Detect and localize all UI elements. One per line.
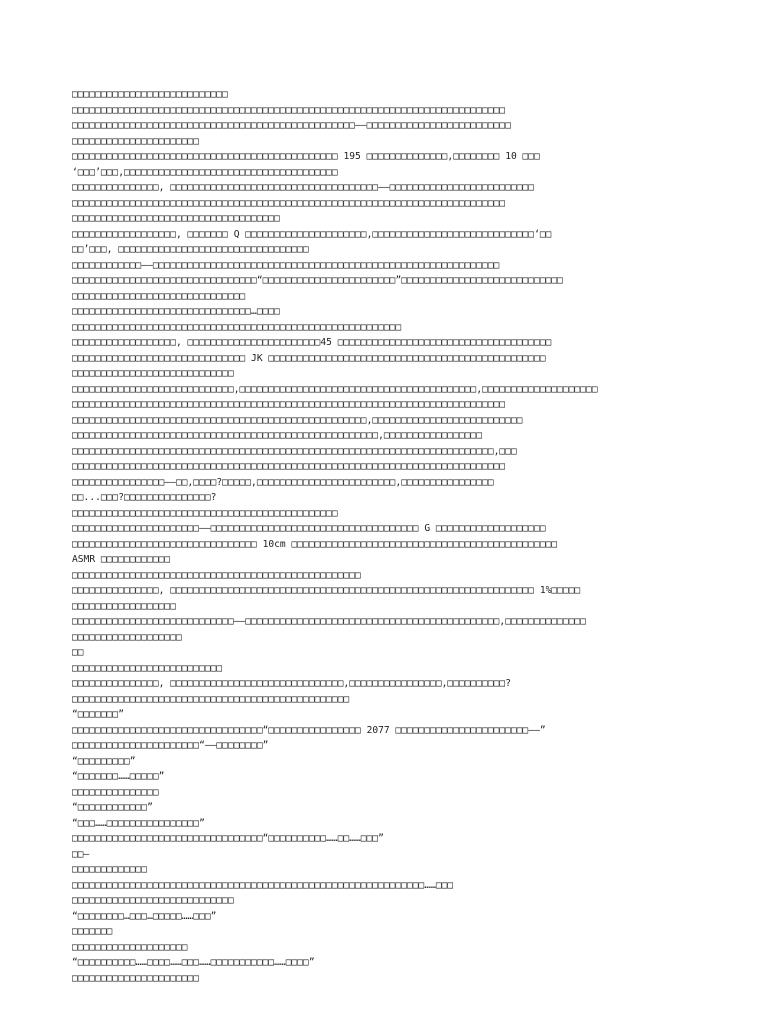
text-line: □□...□□□?□□□□□□□□□□□□□□□?: [72, 492, 217, 503]
text-line: □□□□□□□□□□□□□□□□□□, □□□□□□□ Q □□□□□□□□□□□□□□□□□□□□□,□□□□□□□□□□□□□□□□□□□□□□□□□□□□‘□□: [72, 228, 552, 240]
text-line: □□□□□□□□□□□□□□□□□□□□□□□□□□□□□□□□□□□□□□□□□□□□□□□□□□□□□□□□□□□□□□□□□□□□□□□□□□□: [72, 399, 506, 410]
text-line: □□□□□□□□□□□□□□□□□□□□□□□□□□: [72, 662, 223, 674]
text-line: □□□□□□□□□□□□□□□□□□□□□□□□□□□□□□□□□□□□□□□□□□□□□□□□□□□□□,□□□□□□□□□□□□□□□□□: [72, 430, 483, 441]
text-line: □□□□□□□: [72, 926, 113, 937]
text-line: □□□□□□□□□□□□□□□□□□□□□□□□□□□□: [72, 368, 234, 379]
text-line: □□□□□□□□□□□□□□□□□□□□□□□□□□□□——□□□□□□□□□□□□□□□□□□□□□□□□□□□□□□□□□□□□□□□□□□□□,□□□□□□□□□□□□□□: [72, 616, 587, 627]
text-line: □□□□□□□□□□□□□□□□□□□□□□: [72, 972, 200, 984]
text-line: □□□□□□□□□□□□□□□□□□□□□□□□□□□□□□□□□□□□□□□□□□□□□□□□: [72, 693, 350, 705]
text-line: □□□□□□□□□□□□□□□□□□□□□□□□□□□□□□: [72, 290, 246, 302]
text-line: □□’□□□, □□□□□□□□□□□□□□□□□□□□□□□□□□□□□□□□□: [72, 244, 309, 255]
text-line: □□□□□□□□□□□□□□□□□□: [72, 600, 176, 612]
text-line: “□□□□□□□□□”: [72, 755, 136, 767]
text-line: ‘□□□’□□□,□□□□□□□□□□□□□□□□□□□□□□□□□□□□□□□□□□□□□: [72, 166, 338, 178]
text-line: □□□□□□□□□□□□□□□□□□□□□□□□□□□□□□□□□□□□□□□□□□□□□□□□□□□□□□□□□□□□□□□□□□□□□□□□□□□: [72, 104, 506, 116]
text-line: □□□□□□□□□□□□□□□□□□□□□□□□□□□□□□□□□□□□□□□□□□□□□□□□□——□□□□□□□□□□□□□□□□□□□□□□□□□: [72, 120, 511, 131]
text-line: □□□□□□□□□□□□□□□□——□□,□□□□?□□□□□,□□□□□□□□□□□□□□□□□□□□□□□□,□□□□□□□□□□□□□□□□: [72, 476, 494, 488]
text-line: “□□□□□□□□□□……□□□□……□□□……□□□□□□□□□□□……□□□□”: [72, 957, 315, 968]
text-line: □□□□□□□□□□□□□: [72, 864, 148, 875]
text-line: □□: [72, 647, 84, 658]
text-line: “□□□□□□□”: [72, 709, 124, 720]
text-line: □□□□□□□□□□□□□□□, □□□□□□□□□□□□□□□□□□□□□□□□□□□□□□□□□□□□□□□□□□□□□□□□□□□□□□□□□□□□□□□ 1%□□□□□: [72, 585, 581, 596]
text-line: □□□□□□□□□□□□□□□□□□□: [72, 631, 182, 643]
text-line: □□□□□□□□□□□□□□□, □□□□□□□□□□□□□□□□□□□□□□□□□□□□□□,□□□□□□□□□□□□□□□□,□□□□□□□□□□?: [72, 678, 511, 689]
text-line: □□□□□□□□□□□□□□□□□□□□□□□□□□□□□□□□□□□□□□□□□□□□□□□□□□□□□□□□□: [72, 321, 402, 333]
text-line: □□□□□□□□□□□□□□□□□□□□□□□□□□□□□□□…□□□□: [72, 306, 280, 317]
text-line: □□□□□□□□□□□□□□□□□□□□□□□□□□□□□□□□□□□□□□□□□□□□□□ 195 □□□□□□□□□□□□□□,□□□□□□□□ 10 □□□: [72, 151, 540, 162]
text-line: “□□□……□□□□□□□□□□□□□□□□”: [72, 817, 205, 829]
text-line: □□□□□□□□□□□□□□□□□□□□□□□□□□□□: [72, 895, 234, 906]
text-line: ASMR □□□□□□□□□□□□: [72, 554, 171, 565]
text-line: □□□□□□□□□□□□□□□□□□□□□□——□□□□□□□□□□□□□□□□□□□□□□□□□□□□□□□□□□□□ G □□□□□□□□□□□□□□□□□□□: [72, 523, 546, 534]
text-line: □□□□□□□□□□□□□□□□□□□□□□: [72, 135, 200, 147]
text-line: □□□□□□□□□□□□□□□□□□□□□□□□□□□□□□□□“□□□□□□□□□□□□□□□□□□□□□□□”□□□□□□□□□□□□□□□□□□□□□□□□□□□□: [72, 275, 563, 286]
text-line: □□□□□□□□□□□□□□□, □□□□□□□□□□□□□□□□□□□□□□□□□□□□□□□□□□□□——□□□□□□□□□□□□□□□□□□□□□□□□□: [72, 182, 535, 193]
text-line: □□□□□□□□□□□□□□□□□□□□□□□□□□□□,□□□□□□□□□□□□□□□□□□□□□□□□□□□□□□□□□□□□□□□□□,□□□□□□□□□□□□□□□□□□□□: [72, 383, 598, 395]
text-line: □□□□□□□□□□□□□□□□□□, □□□□□□□□□□□□□□□□□□□□□□□45 □□□□□□□□□□□□□□□□□□□□□□□□□□□□□□□□□□□□□: [72, 337, 552, 348]
text-line: □□□□□□□□□□□□□□□□□□□□□□□□□□□□□□□□□“□□□□□□□□□□□□□□□□ 2077 □□□□□□□□□□□□□□□□□□□□□□□——”: [72, 724, 546, 736]
text-line: □□□□□□□□□□□□□□□□□□□□□□□□□□□□□□□□□□□□□□□□□□□□□□□□□□□□□□□□□□□□□□□□□□□□□□□□□□□: [72, 461, 506, 472]
text-line: □□□□□□□□□□□□——□□□□□□□□□□□□□□□□□□□□□□□□□□□□□□□□□□□□□□□□□□□□□□□□□□□□□□□□□□□□: [72, 259, 500, 271]
text-line: □□□□□□□□□□□□□□□: [72, 786, 159, 798]
text-line: □□□□□□□□□□□□□□□□□□□□□□“——□□□□□□□□”: [72, 740, 269, 751]
text-line: □□□□□□□□□□□□□□□□□□□□□□□□□□□: [72, 89, 228, 100]
text-line: □□□□□□□□□□□□□□□□□□□□□□□□□□□□□□□□□□□□□□□□□□□□□□□□□□: [72, 569, 361, 581]
text-line: □□□□□□□□□□□□□□□□□□□□□□□□□□□□□□□□□“□□□□□□□□□□……□□……□□□”: [72, 833, 384, 844]
text-line: □□—: [72, 848, 90, 860]
text-line: □□□□□□□□□□□□□□□□□□□□□□□□□□□□□□□□□□□□□□□□□□□□□□: [72, 507, 338, 519]
text-line: □□□□□□□□□□□□□□□□□□□□□□□□□□□□□□□□□□□□□□□□□□□□□□□□□□□□□□□□□□□□□□□□□□□□□□□□□□□: [72, 197, 506, 209]
text-line: “□□□□□□□□□□□□”: [72, 802, 153, 813]
text-line: □□□□□□□□□□□□□□□□□□□□□□□□□□□□□□□□ 10cm □□□□□□□□□□□□□□□□□□□□□□□□□□□□□□□□□□□□□□□□□□□□□□: [72, 538, 558, 550]
text-line: □□□□□□□□□□□□□□□□□□□□: [72, 941, 188, 953]
text-line: □□□□□□□□□□□□□□□□□□□□□□□□□□□□□□□□□□□□□□□□□□□□□□□□□□□□□□□□□□□□□……□□□: [72, 879, 454, 891]
text-line: □□□□□□□□□□□□□□□□□□□□□□□□□□□□□□ JK □□□□□□□□□□□□□□□□□□□□□□□□□□□□□□□□□□□□□□□□□□□□□□□□: [72, 352, 546, 364]
text-line: □□□□□□□□□□□□□□□□□□□□□□□□□□□□□□□□□□□□□□□□□□□□□□□□□□□□□□□□□□□□□□□□□□□□□□□□□,□□□: [72, 445, 517, 457]
text-line: “□□□□□□□□…□□□…□□□□□……□□□”: [72, 910, 217, 922]
text-line: □□□□□□□□□□□□□□□□□□□□□□□□□□□□□□□□□□□□: [72, 213, 280, 224]
text-line: “□□□□□□□……□□□□□”: [72, 771, 165, 782]
document-body: [72, 87, 698, 986]
text-line: □□□□□□□□□□□□□□□□□□□□□□□□□□□□□□□□□□□□□□□□□□□□□□□□□□□,□□□□□□□□□□□□□□□□□□□□□□□□□□: [72, 414, 523, 426]
